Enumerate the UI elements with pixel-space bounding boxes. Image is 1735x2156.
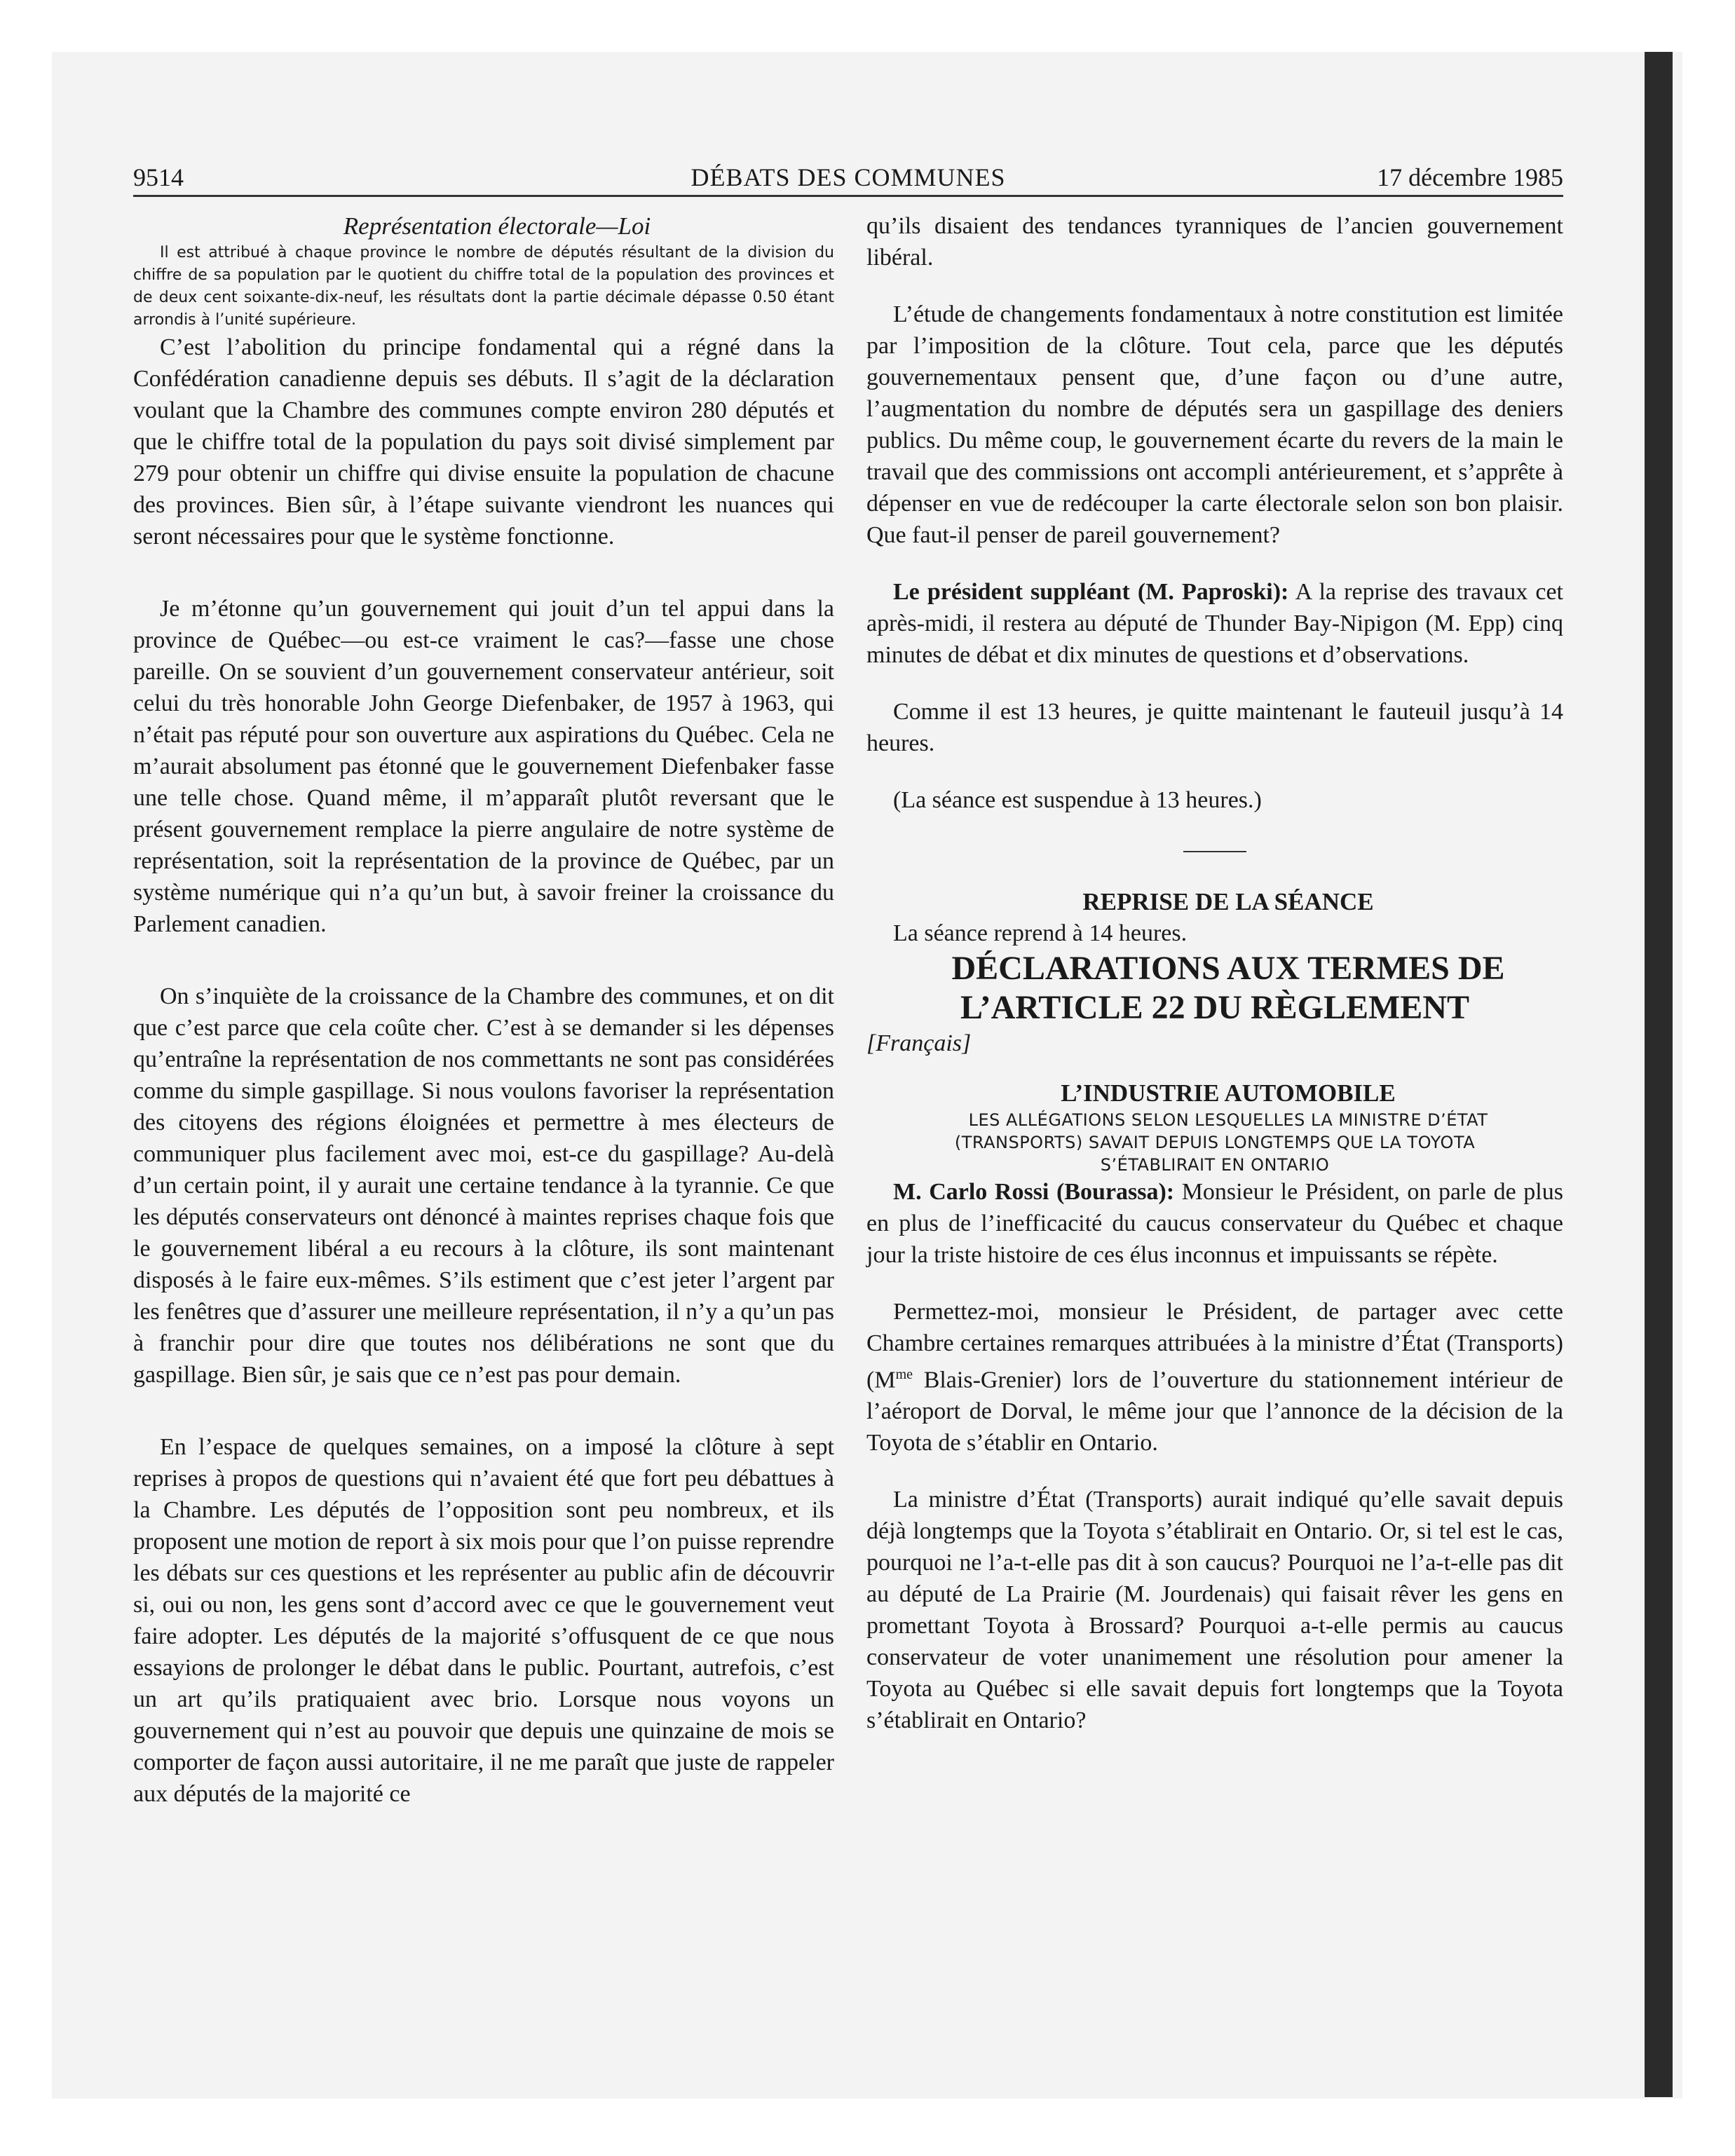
section-divider [1183, 851, 1246, 852]
header-rule [133, 195, 1563, 197]
subheading-line: S’ÉTABLIRAIT EN ONTARIO [1100, 1155, 1330, 1175]
subheading-line: LES ALLÉGATIONS SELON LESQUELLES LA MINISTRE D’ÉTAT [968, 1110, 1488, 1130]
paragraph: C’est l’abolition du principe fondamental qui a régné dans la Confédération canadienne depuis ses débuts. Il s’agit de la déclaration voulant que la Chambre des communes compte environ 280 députés et que le chiffre total de la population du pays soit divisé simplement par 279 pour obtenir un chiffre qui divise ensuite la population de chacune des provinces. Bien sûr, à l’étape suivante viendront les nuances qui seront nécessaires pour que le système fonctionne. [133, 334, 834, 550]
procedural-note: (La séance est suspendue à 13 heures.) [893, 787, 1262, 813]
subheading [866, 1109, 1563, 1176]
speaker-name: M. Carlo Rossi (Bourassa): [893, 1179, 1175, 1205]
paragraph: On s’inquiète de la croissance de la Chambre des communes, et on dit que c’est parce que cela coûte cher. C’est à se demander si les dépenses qu’entraîne la représentation de nos commettants ne sont pas considérées comme du simple gaspillage. Si nous voulons favoriser la représentation des citoyens des régions éloignées et permettre à mes électeurs de communiquer plus facilement avec moi, est-ce du gaspillage? Au-delà d’un certain point, il y aurait une certaine tendance à la tyrannie. Ce que les députés conservateurs ont dénoncé à maintes reprises chaque fois que le gouvernement libéral a eu recours à la clôture, ils sont maintenant disposés à le faire eux-mêmes. S’ils estiment que c’est jeter l’argent par les fenêtres que d’assurer une meilleure représentation, il n’y a qu’un pas à franchir pour dire que toutes nos délibérations ne sont que du gaspillage. Bien sûr, je sais que ce n’est pas pour demain. [133, 983, 834, 1388]
paragraph: La ministre d’État (Transports) aurait indiqué qu’elle savait depuis déjà longtemps que la Toyota s’établirait en Ontario. Or, si tel est le cas, pourquoi ne l’a-t-elle pas dit à son caucus? Pourquoi ne l’a-t-elle pas dit au député de La Prairie (M. Jourdenais) qui faisait rêver les gens en promettant Toyota à Brossard? Pourquoi a-t-elle permis au caucus conservateur de voter unanimement une résolution pour amener la Toyota au Québec si elle savait depuis fort longtemps que la Toyota s’établirait en Ontario? [866, 1487, 1563, 1734]
page-date: 17 décembre 1985 [1377, 163, 1563, 191]
law-excerpt: Il est attribué à chaque province le nombre de députés résultant de la division du chiffre de sa population par le quotient du chiffre total de la population des provinces et de deux cent soixante-dix-neuf, les résultats dont la partie décimale dépasse 0.50 étant arrondis à l’unité supérieure. [133, 244, 834, 329]
page-number: 9514 [133, 163, 184, 191]
section-heading: L’INDUSTRIE AUTOMOBILE [1061, 1079, 1396, 1107]
section-title: Représentation électorale—Loi [343, 212, 651, 240]
paragraph: En l’espace de quelques semaines, on a imposé la clôture à sept reprises à propos de questions qui n’avaient été que fort peu débattues à la Chambre. Les députés de l’opposition sont peu nombreux, et ils proposent une motion de report à six mois pour que l’on puisse reprendre les débats sur ces questions et les représenter au public afin de découvrir si, oui ou non, les gens sont d’accord avec ce que le gouvernement veut faire adopter. Les députés de la majorité s’offusquent de ce que nous essayions de prolonger le débat dans le public. Pourtant, autrefois, c’est un art qu’ils pratiquaient avec brio. Lorsque nous voyons un gouvernement qui n’est au pouvoir que depuis une quinzaine de mois se comporter de façon aussi autoritaire, il ne me paraît que juste de rappeler aux députés de la majorité ce [133, 1434, 834, 1807]
superscript: me [895, 1367, 913, 1382]
paragraph: Je m’étonne qu’un gouvernement qui jouit d’un tel appui dans la province de Québec—ou est-ce vraiment le cas?—fasse une chose pareille. On se souvient d’un gouvernement conservateur antérieur, soit celui du très honorable John George Diefenbaker, de 1957 à 1963, qui n’était pas réputé pour son ouverture aux aspirations du Québec. Cela ne m’aurait absolument pas étonné que le gouvernement Diefenbaker fasse une telle chose. Quand même, il m’apparaît plutôt reversant que le présent gouvernement remplace la pierre angulaire de notre système de représentation, soit la représentation de la province de Québec, par un système numérique qui n’a qu’un but, à savoir freiner la croissance du Parlement canadien. [133, 596, 834, 937]
paragraph: La séance reprend à 14 heures. [893, 920, 1188, 946]
paragraph: L’étude de changements fondamentaux à notre constitution est limitée par l’imposition de la clôture. Tout cela, parce que les députés gouvernementaux pensent que, d’une façon ou d’une autre, l’augmentation du nombre de députés sera un gaspillage des deniers publics. Du même coup, le gouvernement écarte du revers de la main le travail que des commissions ont accompli antérieurement, et s’apprête à dépenser en vue de redécouper la carte électorale selon son bon plaisir. Que faut-il penser de pareil gouvernement? [866, 301, 1563, 548]
paragraph [866, 1176, 1563, 1271]
speech-text: A la reprise des travaux cet après-midi, il restera au député de Thunder Bay-Nipigon (M. Epp) cinq minutes de débat et dix minutes de questions et d’observations. [866, 579, 1564, 668]
paragraph: qu’ils disaient des tendances tyranniques de l’ancien gouvernement libéral. [866, 213, 1563, 271]
section-heading: REPRISE DE LA SÉANCE [1082, 888, 1374, 915]
speech-text: Blais-Grenier) lors de l’ouverture du stationnement intérieur de l’aéroport de Dorval, le même jour que l’annonce de la décision de la Toyota de s’établir en Ontario. [866, 1367, 1563, 1456]
paragraph [866, 576, 1563, 671]
left-column [133, 210, 834, 1810]
language-tag: [Français] [866, 1030, 972, 1056]
main-heading [866, 949, 1563, 1028]
paragraph [866, 1296, 1563, 1459]
subheading-line: (TRANSPORTS) SAVAIT DEPUIS LONGTEMPS QUE LA TOYOTA [954, 1133, 1476, 1152]
speaker-name: Le président suppléant (M. Paproski): [893, 579, 1289, 605]
right-column [866, 210, 1563, 1736]
main-heading-line: L’ARTICLE 22 DU RÈGLEMENT [960, 989, 1469, 1026]
main-heading-line: DÉCLARATIONS AUX TERMES DE [951, 950, 1505, 987]
speech-text: Permettez-moi, monsieur le Président, de partager avec cette Chambre certaines remarques attribuées à la ministre d’État (Transports) (M [866, 1299, 1563, 1393]
speech-text: Monsieur le Président, on parle de plus en plus de l’inefficacité du caucus conservateur du Québec et chaque jour la triste histoire de ces élus inconnus et impuissants se répète. [866, 1179, 1563, 1268]
scan-edge-bar [1645, 52, 1673, 2097]
paragraph: Comme il est 13 heures, je quitte maintenant le fauteuil jusqu’à 14 heures. [866, 699, 1563, 756]
page-title: DÉBATS DES COMMUNES [690, 163, 1006, 191]
page-header [133, 163, 1563, 198]
